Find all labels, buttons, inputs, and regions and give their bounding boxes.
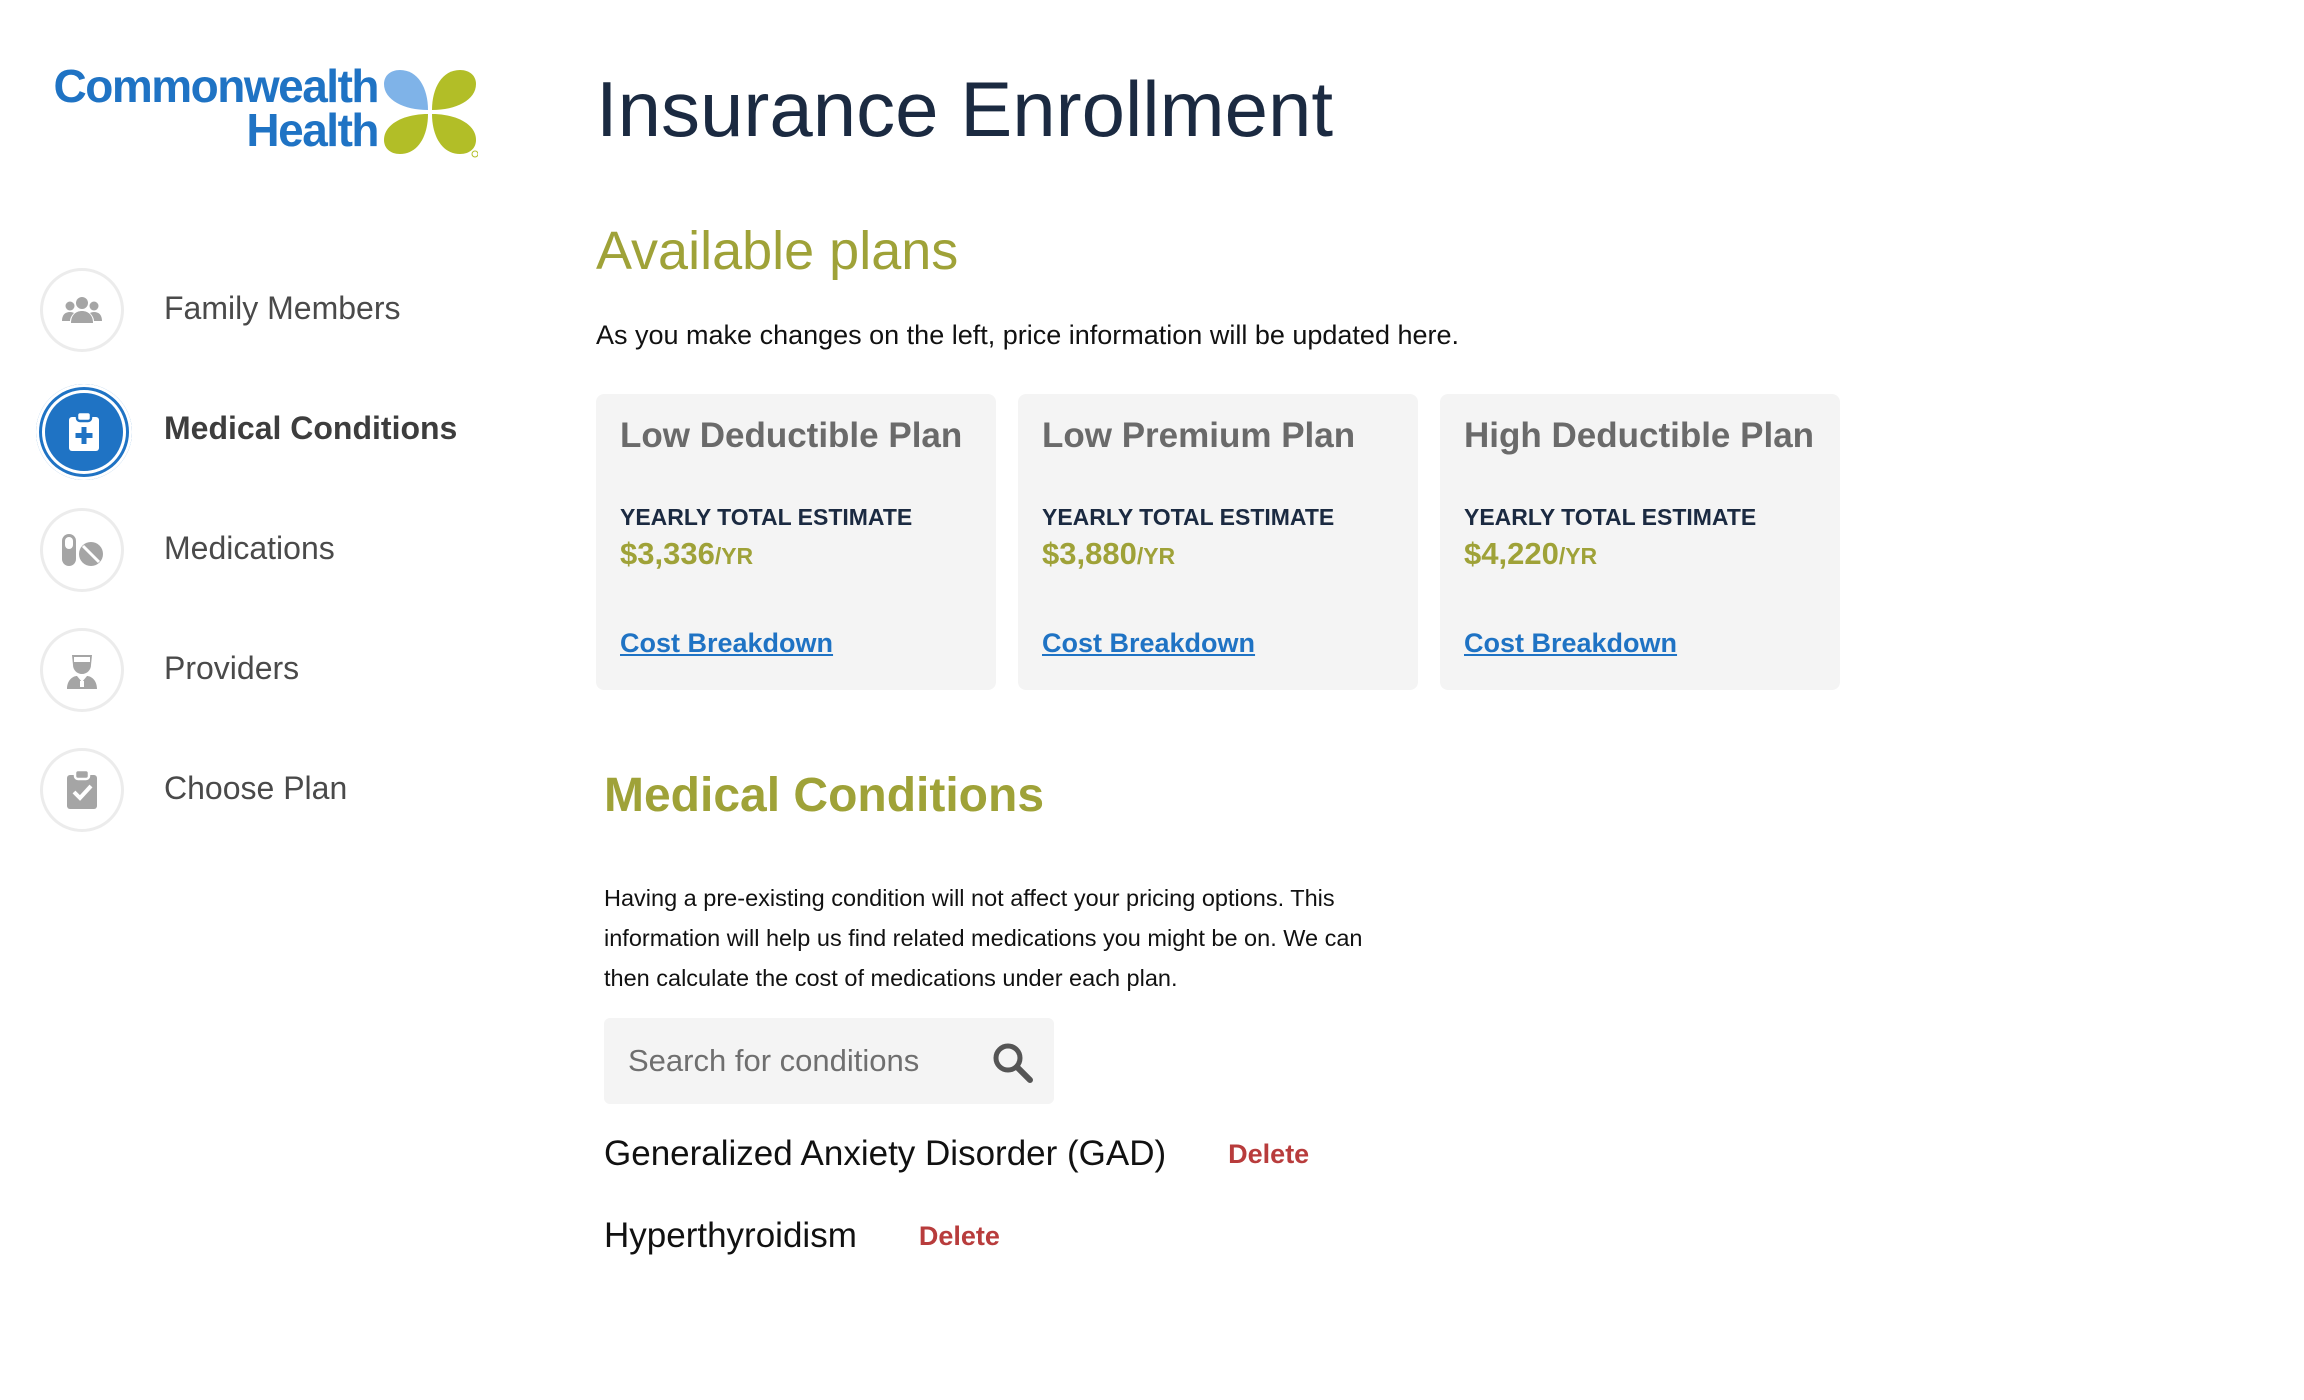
yearly-estimate-label: YEARLY TOTAL ESTIMATE [620, 504, 913, 530]
delete-condition-button[interactable]: Delete [918, 1220, 1000, 1251]
nav-icon-circle [40, 268, 124, 352]
plan-card-high-deductible [1440, 394, 1840, 690]
yearly-estimate-label: YEARLY TOTAL ESTIMATE [1042, 504, 1335, 530]
sidebar-item-providers[interactable] [38, 626, 558, 718]
nav-icon-circle [40, 748, 124, 832]
condition-list-item [604, 1216, 1000, 1266]
plan-name: High Deductible Plan [1464, 416, 1815, 455]
price-unit: /YR [714, 543, 754, 569]
price-unit: /YR [1136, 543, 1176, 569]
cost-breakdown-link[interactable]: Cost Breakdown [620, 628, 834, 658]
sidebar-item-medical-conditions[interactable] [38, 386, 558, 478]
cost-breakdown-link[interactable]: Cost Breakdown [1464, 628, 1678, 658]
available-plans-heading: Available plans [596, 221, 959, 281]
sidebar-item-label: Medical Conditions [164, 410, 458, 446]
sidebar-item-medications[interactable] [38, 506, 558, 598]
plan-card-low-deductible [596, 394, 996, 690]
yearly-estimate-price [1464, 536, 1597, 572]
sidebar [0, 0, 560, 1400]
condition-name: Generalized Anxiety Disorder (GAD) [604, 1134, 1167, 1173]
family-members-icon [62, 295, 102, 325]
condition-search [604, 1018, 1054, 1104]
brand-logo[interactable] [38, 60, 478, 160]
delete-condition-button[interactable]: Delete [1228, 1138, 1310, 1169]
price-unit: /YR [1558, 543, 1598, 569]
medical-conditions-description: Having a pre-existing condition will not affect your pricing options. This information will help us find related medications you might be on. We can then calculate the cost of medications under each plan. [604, 884, 1363, 991]
doctor-icon [66, 651, 98, 689]
plan-card-low-premium [1018, 394, 1418, 690]
page-title: Insurance Enrollment [596, 65, 1334, 153]
clover-logo-icon [382, 66, 478, 158]
yearly-estimate-label: YEARLY TOTAL ESTIMATE [1464, 504, 1757, 530]
pills-icon [60, 532, 104, 568]
brand-name-line1: Commonwealth [53, 60, 378, 112]
sidebar-item-choose-plan[interactable] [38, 746, 558, 838]
sidebar-item-label: Medications [164, 530, 335, 566]
clipboard-check-icon [66, 770, 98, 810]
available-plans-subtitle: As you make changes on the left, price information will be updated here. [596, 320, 1459, 350]
step-navigation [38, 266, 558, 866]
condition-name: Hyperthyroidism [604, 1216, 857, 1255]
price-value: $3,336 [620, 536, 715, 571]
nav-icon-circle [40, 508, 124, 592]
yearly-estimate-price [620, 536, 753, 572]
sidebar-item-family-members[interactable] [38, 266, 558, 358]
condition-list-item [604, 1134, 1309, 1184]
sidebar-item-label: Family Members [164, 290, 401, 326]
sidebar-item-label: Providers [164, 650, 300, 686]
price-value: $4,220 [1464, 536, 1559, 571]
sidebar-item-label: Choose Plan [164, 770, 348, 806]
brand-name [38, 60, 378, 156]
nav-icon-circle-active [36, 384, 132, 480]
medical-clipboard-icon [68, 412, 100, 452]
yearly-estimate-price [1042, 536, 1175, 572]
nav-icon-circle [40, 628, 124, 712]
plan-name: Low Premium Plan [1042, 416, 1356, 455]
plan-cards [596, 394, 1840, 690]
plan-name: Low Deductible Plan [620, 416, 963, 455]
search-icon[interactable] [990, 1040, 1034, 1084]
cost-breakdown-link[interactable]: Cost Breakdown [1042, 628, 1256, 658]
price-value: $3,880 [1042, 536, 1137, 571]
medical-conditions-heading: Medical Conditions [604, 769, 1045, 822]
search-input[interactable] [604, 1018, 994, 1104]
brand-name-line2: Health [246, 104, 378, 156]
